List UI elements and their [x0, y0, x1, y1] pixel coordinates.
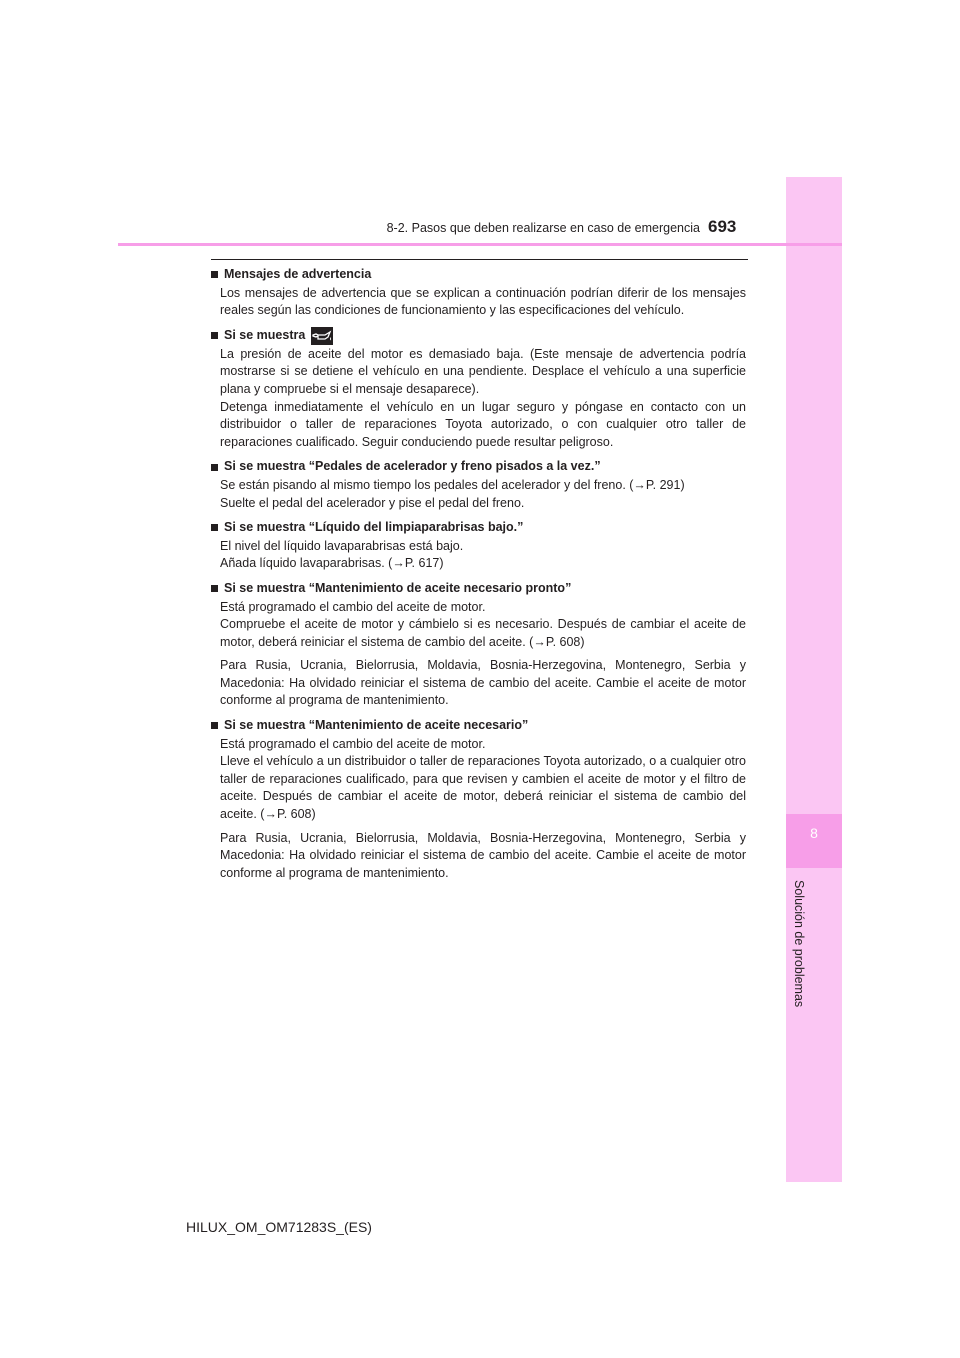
document-code: HILUX_OM_OM71283S_(ES) [186, 1219, 372, 1235]
paragraph: Detenga inmediatamente el vehículo en un lugar seguro y póngase en contacto con un distribuidor o taller de reparaciones Toyota autorizado, o con cualquier otro taller de reparaciones cualificado. Seguir conduciendo puede resultar peligroso. [220, 399, 746, 449]
section-oil-maintenance-required [211, 717, 746, 882]
paragraph: Compruebe el aceite de motor y cámbielo si es necesario. Después de cambiar el aceite de motor, deberá reiniciar el sistema de cambio del aceite. (→P. 608) [220, 617, 746, 649]
paragraph: Suelte el pedal del acelerador y pise el pedal del freno. [220, 495, 525, 510]
paragraph: Está programado el cambio del aceite de motor. [220, 736, 486, 751]
section-heading: Si se muestra “Pedales de acelerador y freno pisados a la vez.” [224, 459, 601, 474]
section-oil-pressure [211, 327, 746, 452]
chapter-side-tab [786, 177, 842, 1182]
section-heading: Si se muestra “Mantenimiento de aceite necesario pronto” [224, 580, 572, 595]
square-bullet-icon [211, 722, 218, 729]
content-divider [211, 259, 748, 260]
section-heading: Si se muestra [224, 327, 306, 342]
chapter-number: 8 [810, 825, 818, 841]
section-heading: Mensajes de advertencia [224, 267, 372, 281]
header-rule [118, 243, 842, 246]
section-heading: Si se muestra “Mantenimiento de aceite necesario” [224, 718, 529, 733]
paragraph: Añada líquido lavaparabrisas. (→P. 617) [220, 556, 444, 571]
page-number: 693 [708, 217, 737, 236]
square-bullet-icon [211, 524, 218, 531]
square-bullet-icon [211, 585, 218, 592]
section-title: 8-2. Pasos que deben realizarse en caso de emergencia [386, 221, 700, 235]
paragraph: Lleve el vehículo a un distribuidor o taller de reparaciones Toyota autorizado, o a cualquier otro taller de reparaciones cualificado, para que revisen y cambien el aceite de motor y el filtro de aceite. Después de cambiar el aceite de motor, deberá reiniciar el sistema de cambio del aceite. (→P. 608) [220, 754, 746, 822]
paragraph: Para Rusia, Ucrania, Bielorrusia, Moldavia, Bosnia-Herzegovina, Montenegro, Serbia y Macedonia: Ha olvidado reiniciar el sistema de cambio del aceite. Cambie el aceite de motor conforme al programa de mantenimiento. [220, 658, 746, 708]
paragraph: Está programado el cambio del aceite de motor. [220, 599, 486, 614]
paragraph: Para Rusia, Ucrania, Bielorrusia, Moldavia, Bosnia-Herzegovina, Montenegro, Serbia y Macedonia: Ha olvidado reiniciar el sistema de cambio del aceite. Cambie el aceite de motor conforme al programa de mantenimiento. [220, 830, 746, 880]
paragraph: La presión de aceite del motor es demasiado baja. (Este mensaje de advertencia podría mostrarse si se detiene el vehículo en una pendiente. Desplace el vehículo a una superficie plana y compruebe si el mensaje desaparece). [220, 346, 746, 396]
section-oil-maintenance-soon [211, 580, 746, 710]
page-content [211, 266, 746, 889]
paragraph: Los mensajes de advertencia que se explican a continuación podrían diferir de los mensajes reales según las condiciones de funcionamiento y las especificaciones del vehículo. [220, 285, 746, 318]
square-bullet-icon [211, 464, 218, 471]
section-heading: Si se muestra “Líquido del limpiaparabrisas bajo.” [224, 520, 524, 535]
chapter-title: Solución de problemas [792, 880, 806, 1008]
section-warning-messages [211, 266, 746, 320]
section-washer-fluid [211, 519, 746, 573]
paragraph: El nivel del líquido lavaparabrisas está bajo. [220, 538, 464, 553]
square-bullet-icon [211, 332, 218, 339]
section-pedals [211, 458, 746, 512]
chapter-number-tab [786, 814, 842, 868]
square-bullet-icon [211, 271, 218, 278]
oil-pressure-icon [311, 327, 333, 345]
paragraph: Se están pisando al mismo tiempo los pedales del acelerador y del freno. (→P. 291) [220, 477, 685, 492]
